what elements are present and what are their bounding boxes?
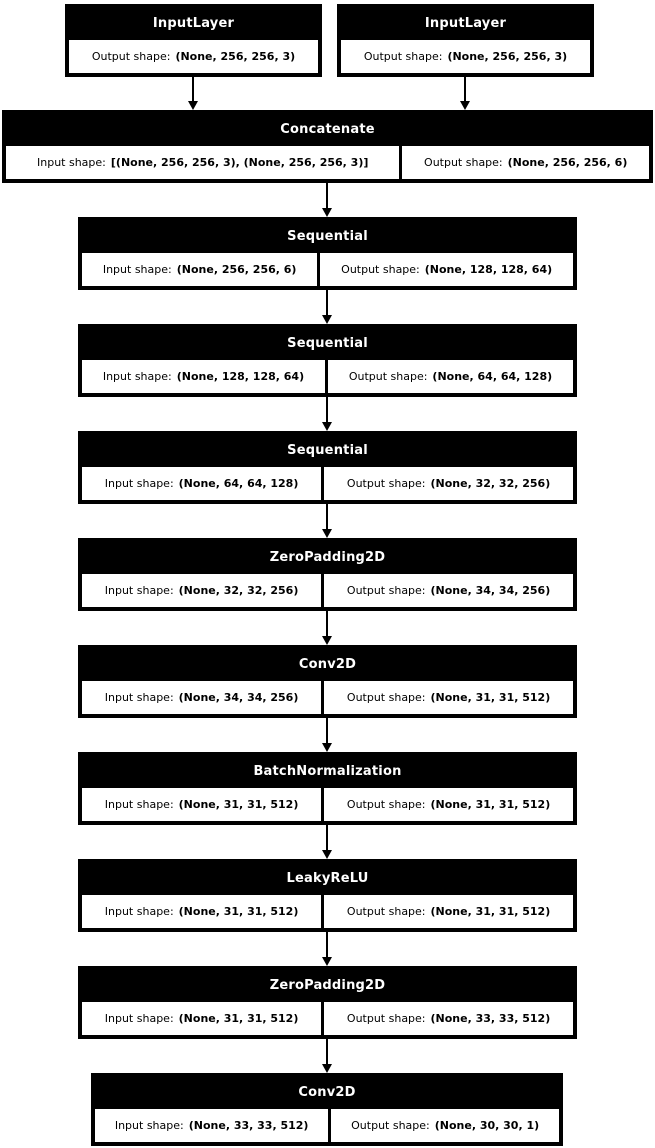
layer-type-label: Conv2D [298,1084,356,1100]
layer-type-label: LeakyReLU [286,870,369,886]
edge-arrow-icon [322,529,332,538]
shape-value: (None, 34, 34, 256) [178,691,299,704]
input-shape-cell [82,681,321,714]
layer-type-label: Sequential [287,335,368,351]
node-inputlayer-2 [337,4,594,77]
shape-label: Input shape: [114,1119,184,1132]
shape-label: Output shape: [348,370,428,383]
shape-label: Input shape: [104,584,174,597]
shape-label: Output shape: [346,905,426,918]
edge-line [326,718,328,744]
layer-type-label: InputLayer [152,15,235,31]
shape-label: Output shape: [346,1012,426,1025]
edge-arrow-icon [460,101,470,110]
shape-cells [82,253,573,286]
node-zeropadding2d-1 [78,538,577,611]
shape-label: Input shape: [102,263,172,276]
node-sequential-3 [78,431,577,504]
layer-type-label: Sequential [287,228,368,244]
shape-label: Input shape: [37,156,106,169]
input-shape-cell [82,895,321,928]
shape-value: (None, 256, 256, 6) [176,263,297,276]
layer-type-label: Sequential [287,442,368,458]
output-shape-cell [324,681,573,714]
edge-line [326,397,328,423]
shape-value: (None, 31, 31, 512) [430,905,551,918]
output-shape-cell [324,467,573,500]
shape-label: Input shape: [104,1012,174,1025]
edge-line [326,183,328,209]
output-shape-cell [328,360,573,393]
shape-label: Output shape: [351,1119,430,1132]
shape-value: (None, 31, 31, 512) [430,691,551,704]
output-shape-cell [341,40,590,73]
layer-type-label: InputLayer [424,15,507,31]
shape-label: Output shape: [346,477,426,490]
shape-value: (None, 31, 31, 512) [430,798,551,811]
node-concatenate [2,110,653,183]
edge-line [326,1039,328,1065]
output-shape-cell [324,788,573,821]
node-sequential-2 [78,324,577,397]
shape-cells [82,1002,573,1035]
shape-value: (None, 31, 31, 512) [178,905,299,918]
input-shape-cell [82,574,321,607]
shape-label: Output shape: [363,50,443,63]
shape-cells [82,895,573,928]
edge-arrow-icon [322,208,332,217]
shape-label: Input shape: [104,798,174,811]
shape-cells [82,681,573,714]
output-shape-cell [324,1002,573,1035]
edge-line [464,77,466,102]
node-conv2d-2 [91,1073,563,1146]
input-shape-cell [6,146,399,179]
shape-value: (None, 32, 32, 256) [178,584,299,597]
shape-value: [(None, 256, 256, 3), (None, 256, 256, 3)] [110,156,369,169]
shape-cells [95,1109,559,1142]
shape-value: (None, 256, 256, 6) [507,156,628,169]
shape-cells [82,467,573,500]
shape-value: (None, 128, 128, 64) [424,263,553,276]
shape-cells [82,788,573,821]
shape-label: Output shape: [346,691,426,704]
edge-line [192,77,194,102]
edge-line [326,611,328,637]
input-shape-cell [82,467,321,500]
output-shape-cell [402,146,649,179]
edge-arrow-icon [322,850,332,859]
edge-line [326,504,328,530]
shape-label: Output shape: [346,798,426,811]
shape-cells [6,146,649,179]
shape-label: Input shape: [104,477,174,490]
shape-label: Output shape: [341,263,420,276]
layer-type-label: Conv2D [298,656,357,672]
shape-label: Input shape: [102,370,172,383]
output-shape-cell [320,253,573,286]
shape-value: (None, 33, 33, 512) [188,1119,309,1132]
shape-value: (None, 256, 256, 3) [175,50,296,63]
edge-arrow-icon [322,315,332,324]
output-shape-cell [324,895,573,928]
edge-arrow-icon [188,101,198,110]
shape-value: (None, 32, 32, 256) [430,477,551,490]
edge-arrow-icon [322,957,332,966]
shape-label: Input shape: [104,905,174,918]
input-shape-cell [82,788,321,821]
node-leakyrelu [78,859,577,932]
input-shape-cell [95,1109,328,1142]
shape-cells [82,360,573,393]
shape-value: (None, 30, 30, 1) [434,1119,540,1132]
input-shape-cell [82,1002,321,1035]
output-shape-cell [69,40,318,73]
layer-type-label: ZeroPadding2D [269,977,386,993]
edge-arrow-icon [322,743,332,752]
layer-type-label: ZeroPadding2D [269,549,386,565]
output-shape-cell [331,1109,559,1142]
shape-label: Output shape: [424,156,503,169]
node-conv2d-1 [78,645,577,718]
shape-value: (None, 256, 256, 3) [447,50,568,63]
shape-label: Input shape: [104,691,174,704]
shape-value: (None, 31, 31, 512) [178,798,299,811]
shape-cells [82,574,573,607]
shape-cells [341,40,590,73]
input-shape-cell [82,360,325,393]
edge-line [326,825,328,851]
edge-arrow-icon [322,1064,332,1073]
node-batchnormalization [78,752,577,825]
shape-label: Output shape: [346,584,426,597]
edge-line [326,932,328,958]
output-shape-cell [324,574,573,607]
edge-arrow-icon [322,636,332,645]
shape-value: (None, 64, 64, 128) [432,370,553,383]
shape-cells [69,40,318,73]
layer-type-label: Concatenate [280,121,375,137]
edge-arrow-icon [322,422,332,431]
shape-value: (None, 34, 34, 256) [430,584,551,597]
shape-value: (None, 31, 31, 512) [178,1012,299,1025]
shape-value: (None, 33, 33, 512) [430,1012,551,1025]
input-shape-cell [82,253,317,286]
node-inputlayer-1 [65,4,322,77]
layer-type-label: BatchNormalization [253,763,402,779]
edge-line [326,290,328,316]
shape-value: (None, 64, 64, 128) [178,477,299,490]
node-zeropadding2d-2 [78,966,577,1039]
shape-label: Output shape: [91,50,171,63]
node-sequential-1 [78,217,577,290]
shape-value: (None, 128, 128, 64) [176,370,305,383]
